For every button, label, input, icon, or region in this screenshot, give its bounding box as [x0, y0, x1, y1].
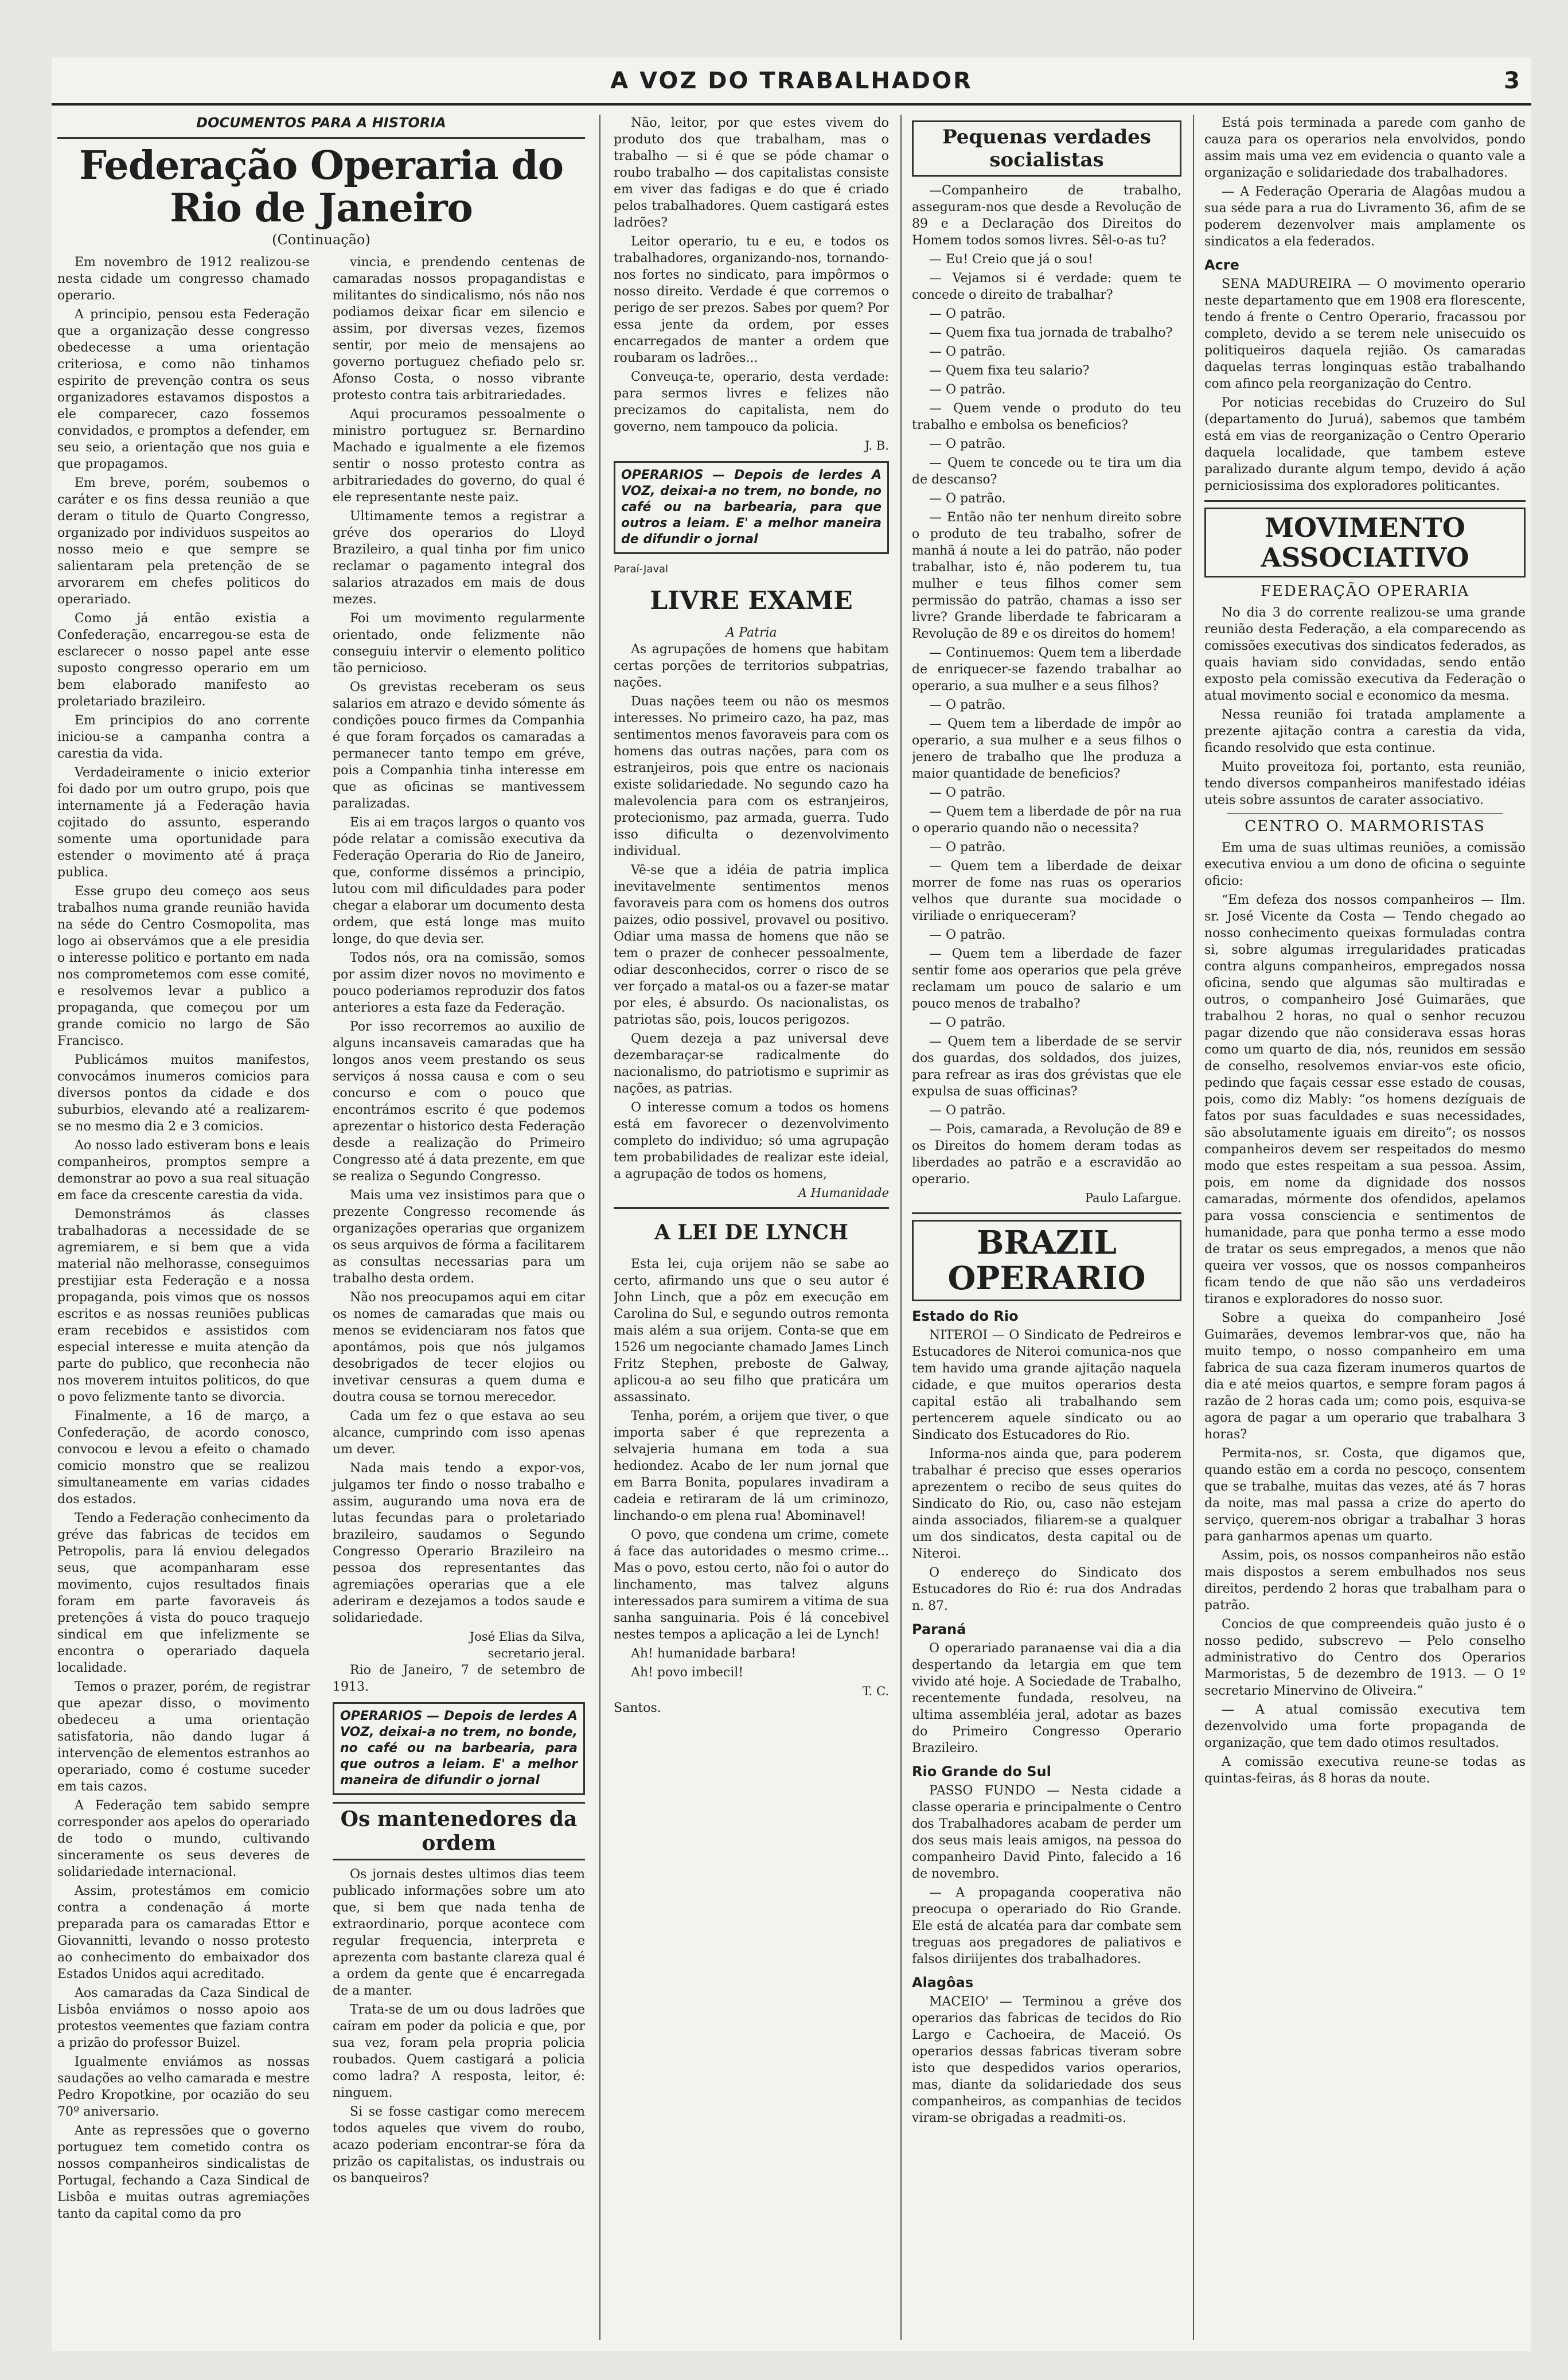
- paragraph: Ultimamente temos a registrar a gréve dos operarios do Lloyd Brazileiro, a qual tinha por fim unico reclamar o pagamento integral dos salarios atrazados em mais de dous mezes.: [333, 509, 585, 607]
- paragraph: Em principios do ano corrente iniciou-se a campanha contra a carestia da vida.: [57, 713, 310, 761]
- paragraph: Tenha, porém, a orijem que tiver, o que importa saber é que reprezenta a selvajeria humana em toda a sua hediondez. Acabo de ler num jornal que em Barra Bonita, populares invadiram a cadeia e retiraram de lá um criminozo, linchando-o em plena rua! Abominavel!: [614, 1409, 889, 1523]
- paragraph: — Quem tem a liberdade de pôr na rua o operario quando não o necessita?: [912, 805, 1181, 836]
- paragraph: — A propaganda cooperativa não preocupa o operariado do Rio Grande. Ele está de alcatéa para dar combate sem treguas aos pregadores de paliativos e falsos diriijentes dos trabalhadores.: [912, 1886, 1181, 1967]
- paragraph: Foi um movimento regularmente orientado, onde felizmente não conseguiu intervir o elemento politico tão pernicioso.: [333, 611, 585, 676]
- paragraph: Tendo a Federação conhecimento da gréve das fabricas de tecidos em Petropolis, para lá enviou delegados seus, que acompanharam esse movimento, cujos resultados finais foram em parte favoraveis ás pretenções á vista do pouco traquejo sindical em que infelizmente se encontra o operariado daquela localidade.: [57, 1511, 310, 1675]
- federacao-heading: FEDERAÇÃO OPERARIA: [1260, 583, 1470, 600]
- paragraph: Assim, protestámos em comicio contra a condenação á morte preparada para os camaradas Ettor e Giovannitti, levando o nosso protesto ao conhecimento do embaixador dos Estados Unidos aqui acreditado.: [57, 1884, 310, 1981]
- paragraph: NITEROI — O Sindicato de Pedreiros e Estucadores de Niteroi comunica-nos que tem havido uma grande ajitação naquela cidade, e que muitos operarios desta capital estão ali trabalhando sem pertencerem aquele sindicato ou ao Sindicato dos Estucadores do Rio.: [912, 1328, 1181, 1442]
- continuation-label: (Continuação): [272, 232, 370, 248]
- paragraph: — Quem tem a liberdade de fazer sentir fome aos operarios que pela gréve reclamam um pouco de salario e um pouco menos de trabalho?: [912, 947, 1181, 1011]
- paragraph: Aos camaradas da Caza Sindical de Lisbôa enviámos o nosso apoio aos protestos veementes que faziam contra a prizão do professor Buizel.: [57, 1986, 310, 2050]
- acre-heading: Acre: [1204, 257, 1239, 273]
- signature-name: José Elias da Silva,: [469, 1630, 585, 1644]
- paragraph: Duas nações teem ou não os mesmos interesses. No primeiro cazo, ha paz, mas sentimentos menos favoraveis para com os homens das outras nações, para com os estranjeiros, pois que entre os nacionais existe solidariedade. No segundo cazo ha malevolencia para com os estranjeiros, protecionismo, paz armada, guerra. Tudo isso dificulta o dezenvolvimento individual.: [614, 695, 889, 859]
- paragraph: Está pois terminada a parede com ganho de cauza para os operarios nela envolvidos, pondo assim mais uma vez em evidencia o quanto vale a organização e solidariedade dos trabalhadores.: [1204, 116, 1526, 180]
- paragraph: Em breve, porém, soubemos o caráter e os fins dessa reunião a que deram o titulo de Quarto Congresso, organizado por individuos suspeitos ao nosso meio e que sempre se salientaram pela pretenção de se arvorarem em chefes politicos do operariado.: [57, 476, 310, 607]
- paragraph: Como já então existia a Confederação, encarregou-se esta de esclarecer o nosso papel ante esse suposto congresso operario em um bem elaborado manifesto ao proletariado brazileiro.: [57, 611, 310, 709]
- paragraph: As agrupações de homens que habitam certas porções de territorios subpatrias, nações.: [614, 642, 889, 690]
- paragraph: — Quem te concede ou te tira um dia de descanso?: [912, 456, 1181, 487]
- region-heading: Estado do Rio: [912, 1308, 1019, 1324]
- paragraph: — O patrão.: [929, 786, 1006, 800]
- paragraph: Finalmente, a 16 de março, a Confederação, de acordo conosco, convocou e levou a efeito o chamado comicio monstro que se realizou simultaneamente em varias cidades dos estados.: [57, 1409, 310, 1507]
- paragraph: A Federação tem sabido sempre corresponder aos apelos do operariado de todo o mundo, cultivando sinceramente os seus deveres de solidariedade internacional.: [57, 1798, 310, 1879]
- paragraph: — Quem vende o produto do teu trabalho e embolsa os beneficios?: [912, 401, 1181, 432]
- headline-federacao: Federação Operaria do Rio de Janeiro: [79, 143, 564, 231]
- federacao-right-text: [333, 254, 585, 2189]
- paragraph: Esta lei, cuja orijem não se sabe ao certo, afirmando uns que o seu autor é John Linch, que a pôz em execução em Carolina do Sul, e segundo outros remonta mais além a sua orijem. Conta-se que em 1526 um negociante chamado James Linch Fritz Stephen, preboste de Galway, aplicou-a ao seu filho que praticára um assassinato.: [614, 1257, 889, 1404]
- paragraph: Ante as repressões que o governo portuguez tem cometido contra os nossos companheiros sindicalistas de Portugal, fechando a Caza Sindical de Lisbôa e muitas outras agremiações tanto da capital como da pro: [57, 2124, 310, 2221]
- distribute-notice-box-2: OPERARIOS — Depois de lerdes A VOZ, deixai-a no trem, no bonde, no café ou na barbearia, para que outros a leiam. E' a melhor maneira de difundir o jornal: [614, 461, 889, 554]
- paragraph: Não, leitor, por que estes vivem do produto dos que trabalham, mas o trabalho — si é que se póde chamar o roubo trabalho — dos capitalistas consiste em viver das fadigas e do que é criado pelos trabalhadores. Quem castigará estes ladrões?: [614, 116, 889, 230]
- paragraph: Trata-se de um ou dous ladrões que caíram em poder da policia e que, por sua vez, foram pela propria policia roubados. Quem castigará a policia como ladra? A resposta, leitor, é: ninguem.: [333, 2003, 585, 2100]
- paragraph: Ah! povo imbecil!: [631, 1665, 744, 1680]
- signature-role: secretario jeral.: [487, 1647, 585, 1660]
- paragraph: Demonstrámos ás classes trabalhadoras a necessidade de se agremiarem, e si bem que a vida material não melhorasse, conseguimos prestijiar esta Federação e a nossa propaganda, pois vimos que os nossos escritos e as nossas reuniões publicas eram recebidos e assistidos com especial interesse e muita atenção da parte do publico, que reconhecia não nos moverem intuitos politicos, do que o povo felizmente tanto se divorcia.: [57, 1207, 310, 1404]
- paragraph: Si se fosse castigar como merecem todos aqueles que vivem do roubo, acazo poderiam encontrar-se fóra da prizão os capitalistas, os industrais ou os banqueiros?: [333, 2105, 585, 2186]
- region-heading: Rio Grande do Sul: [912, 1763, 1051, 1780]
- livre-exame-source: A Humanidade: [798, 1186, 889, 1200]
- headline-mantenedores: Os mantenedores da ordem: [333, 1802, 585, 1860]
- paragraph: — O patrão.: [929, 840, 1006, 855]
- dateline: Rio de Janeiro, 7 de setembro de 1913.: [333, 1663, 585, 1694]
- paragraph: — Eu! Creio que já o sou!: [929, 252, 1093, 267]
- paragraph: Ah! humanidade barbara!: [631, 1647, 797, 1661]
- dialogue-lines: [912, 182, 1181, 1188]
- paragraph: — A Federação Operaria de Alagôas mudou a sua séde para a rua do Livramento 36, afim de se poderem dezenvolver mais amplamente os sindicatos a ela federados.: [1204, 185, 1526, 249]
- paragraph: Informa-nos ainda que, para poderem trabalhar é preciso que esses operarios aprezentem o recibo de seus quites do Sindicato do Rio, ou, caso não estejam ainda associados, filiarem-se a qualquer um dos sindicatos, desta capital ou de Niteroi.: [912, 1447, 1181, 1561]
- paragraph: PASSO FUNDO — Nesta cidade a classe operaria e principalmente o Centro dos Trabalhadores acabam de perder um dos seus mais leais amigos, na pessoa do companheiro David Pinto, falecido a 16 de novembro.: [912, 1784, 1181, 1881]
- paragraph: Temos o prazer, porém, de registrar que apezar disso, o movimento obedeceu a uma orientação satisfatoria, não dando lugar á intervenção de elementos estranhos ao operariado, como é costume suceder em tais cazos.: [57, 1680, 310, 1794]
- paragraph: Quem dezeja a paz universal deve dezembaraçar-se radicalmente do nacionalismo, do patriotismo e suprimir as nações, as patrias.: [614, 1032, 889, 1096]
- paragraph: Mais uma vez insistimos para que o prezente Congresso recomende ás organizações operarias que organizem os seus arquivos de fórma a facilitarem as consultas necessarias para um trabalho desta ordem.: [333, 1188, 585, 1286]
- paragraph: O povo, que condena um crime, comete á face das autoridades o mesmo crime... Mas o povo, estou certo, não foi o autor do linchamento, mas talvez alguns interessados para sumirem a vitima de sua sanha sanguinaria. Pois é lá concebivel nestes tempos a aplicação a lei de Lynch!: [614, 1528, 889, 1642]
- region-heading: Alagôas: [912, 1975, 974, 1991]
- headline-movimento-associativo: MOVIMENTO ASSOCIATIVO: [1204, 508, 1526, 578]
- column-verdades: [912, 115, 1181, 2340]
- paragraph: — Continuemos: Quem tem a liberdade de enriquecer-se fazendo trabalhar ao operario, a sua mulher e a seus filhos?: [912, 646, 1181, 693]
- divider: [912, 1212, 1181, 1214]
- paragraph: Não nos preocupamos aqui em citar os nomes de camaradas que mais ou menos se evidenciaram nos fatos que apontámos, pois que nós julgamos desobrigados de tecer elojios ou invetivar censuras a quem duma e doutra cousa se tornou merecedor.: [333, 1290, 585, 1404]
- paragraph: Publicámos muitos manifestos, convocámos inumeros comicios para diversos pontos da cidade e dos suburbios, elevando até a realizarem-se no mesmo dia 2 e 3 comicios.: [57, 1053, 310, 1134]
- paragraph: — O patrão.: [929, 307, 1006, 321]
- paragraph: — O patrão.: [929, 928, 1006, 942]
- paragraph: Permita-nos, sr. Costa, que digamos que, quando estão em a corda no pescoço, consentem que se trabalhe, muitas das vezes, até ás 7 horas da noite, mas mal passa a crize do aperto do serviço, querem-nos obrigar a trabalhar 3 horas para ganharmos apenas um quarto.: [1204, 1446, 1526, 1544]
- headline-verdades-socialistas: Pequenas verdades socialistas: [912, 120, 1181, 177]
- paragraph: O endereço do Sindicato dos Estucadores do Rio é: rua dos Andradas n. 87.: [912, 1566, 1181, 1613]
- paragraph: Os jornais destes ultimos dias teem publicado informações sobre um ato que, si bem que nada tenha de extraordinario, porque acontece com regular frequencia, interpreta e aprezenta com bastante clareza qual é a ordem da gente que é encarregada de a manter.: [333, 1867, 585, 1998]
- livre-exame-paragraphs: [614, 641, 889, 1183]
- acre-paragraphs: [1204, 276, 1526, 494]
- newspaper-title: A VOZ DO TRABALHADOR: [610, 68, 973, 94]
- column-rule: [900, 115, 902, 2340]
- paragraph: — Então não ter nenhum direito sobre o produto de teu trabalho, sofrer de manhã á noute a lei do patrão, não poder trabalhar, isto é, não poderem tu, tua mulher e teus filhos comer sem permissão do patrão, chamas a isso ser livre? Grande liberdade te fabricaram a Revolução de 89 e os direitos do homem!: [912, 510, 1181, 641]
- paragraph: Em novembro de 1912 realizou-se nesta cidade um congresso chamado operario.: [57, 255, 310, 303]
- paragraph: — Quem fixa tua jornada de trabalho?: [929, 326, 1173, 340]
- headline-livre-exame: LIVRE EXAME: [650, 586, 853, 615]
- divider: [614, 1207, 889, 1209]
- lynch-signature: T. C.: [862, 1684, 889, 1698]
- paragraph: Muito proveitoza foi, portanto, esta reunião, tendo diversos companheiros manifestado idéias uteis sobre assuntos de carater associativo.: [1204, 760, 1526, 807]
- divider: [57, 137, 585, 139]
- column-rule: [1193, 115, 1194, 2340]
- paragraph: Ao nosso lado estiveram bons e leais companheiros, promptos sempre a demonstrar ao povo a sua real situação em face da crescente carestia da vida.: [57, 1138, 310, 1203]
- paragraph: SENA MADUREIRA — O movimento operario neste departamento que em 1908 era florescente, tendo á frente o Centro Operario, fracassou por completo, devido a se terem nele unisecuido os politiqueiros daquela rejião. Os camaradas daquelas terras longinquas estão trabalhando com afinco pela reorganização do Centro.: [1204, 277, 1526, 391]
- marmoristas-heading: CENTRO O. MARMORISTAS: [1245, 818, 1485, 835]
- paragraph: — O patrão.: [929, 1103, 1006, 1118]
- alagoas-continuation: [1204, 115, 1526, 250]
- paragraph: Aqui procuramos pessoalmente o ministro portuguez sr. Bernardino Machado e igualmente a ele fizemos sentir o nosso protesto contra as arbitrariedades do governo, do qual é ele representante neste paiz.: [333, 407, 585, 505]
- paragraph: “Em defeza dos nossos companheiros — Ilm. sr. José Vicente da Costa — Tendo chegado ao nosso conhecimento queixas formuladas contra si, sobre algumas irregularidades praticadas contra alguns companheiros, empregados nossa oficina, sendo que algumas são multiradas e outros, o companheiro José Guimarães, que trabalhou 2 horas, no qual o senhor recuzou pagar dizendo que não considerava essas horas como um quarto de dia, nós, reunidos em sessão de conselho, resolvemos enviar-vos este oficio, pedindo que façais cessar esse estado de cousas, pois, como diz Mably: “os homens dezíguais de fatos por suas faculdades e suas necessidades, são absolutamente iguais em direito”; os nossos companheiros devem ser respeitados do mesmo modo que estes respeitam a sua pessoa. Assim, pois, em nome da dignidade dos nossos camaradas, mórmente dos ofendidos, apelamos para vossa consciencia e sentimentos de humanidade, para que ponha termo a esse modo de tratar os seus empregados, a menos que não queira ver vossos, que os nossos companheiros ficam tendo de que não são uns verdadeiros tiranos e exploradores do nosso suor.: [1204, 893, 1526, 1306]
- paragraph: — O patrão.: [929, 1016, 1006, 1030]
- paragraph: Nessa reunião foi tratada amplamente a prezente ajitação contra a carestia da vida, ficando resolvido que esta continue.: [1204, 708, 1526, 755]
- paragraph: Por isso recorremos ao auxilio de alguns incansaveis camaradas que ha longos anos veem prestando os seus serviços á nossa causa e com o seu concurso e com o pouco que encontrámos escrito é que podemos aprezentar o historico desta Federação desde a realização do Primeiro Congresso até á data prezente, em que se realiza o Segundo Congresso.: [333, 1020, 585, 1184]
- paragraph: — O patrão.: [929, 383, 1006, 397]
- paragraph: Conveuça-te, operario, desta verdade: para sermos livres e felizes não precizamos do capitalista, nem do governo, nem tampouco da policia.: [614, 370, 889, 434]
- paragraph: Leitor operario, tu e eu, e todos os trabalhadores, organizando-nos, tornando-nos fortes no sindicato, para impôrmos o nosso direito. Verdade é que corremos o perigo de ser prezos. Sabes por quem? Por essa jente da ordem, por esses encarregados de manter a ordem que roubaram os ladrões...: [614, 235, 889, 365]
- paragraph: — O patrão.: [929, 491, 1006, 506]
- paragraph: — Quem tem a liberdade de se servir dos guardas, dos soldados, dos juizes, para refrear as iras dos grévistas que ele expulsa de suas officinas?: [912, 1035, 1181, 1099]
- marmoristas-paragraphs: [1204, 840, 1526, 1787]
- paragraph: Em uma de suas ultimas reuniões, a comissão executiva enviou a um dono de oficina o seguinte oficio:: [1204, 841, 1526, 888]
- paragraph: — Pois, camarada, a Revolução de 89 e os Direitos do homem deram todas as liberdades ao patrão e a escravidão ao operario.: [912, 1122, 1181, 1187]
- column-federacao: [57, 115, 585, 2340]
- paragraph: Verdadeiramente o inicio exterior foi dado por um outro grupo, pois que internamente já a Federação havia cojitado do assunto, esperando somente uma oportunidade para estender o movimento até á praça publica.: [57, 766, 310, 880]
- paragraph: — Vejamos si é verdade: quem te concede o direito de trabalhar?: [912, 271, 1181, 302]
- paragraph: — A atual comissão executiva tem dezenvolvido uma forte propaganda de organização, que tem dado otimos resultados.: [1204, 1703, 1526, 1750]
- author-signature: Paulo Lafargue.: [1085, 1191, 1181, 1205]
- lynch-paragraphs: [614, 1256, 889, 1681]
- paragraph: Sobre a queixa do companheiro José Guimarães, devemos lembrar-vos que, não ha muito tempo, o nosso companheiro em uma fabrica de sua caza fizeram inumeros quartos de dia e até meios quartos, e sempre foram pagos á razão de 2 horas cada um; como pois, esquiva-se agora de pagar a um operario que trabalhara 3 horas?: [1204, 1311, 1526, 1442]
- paragraph: Vê-se que a idéia de patria implica inevitavelmente sentimentos menos favoraveis para com os homens dos outros paizes, odio possivel, provavel ou positivo. Odiar uma massa de homens que não se tem o prazer de conhecer pessoalmente, odiar desconhecidos, correr o risco de se ver forçado a matal-os ou a fazer-se matar por eles, é absurdo. Os nacionalistas, os patriotas são, pois, loucos perigozos.: [614, 863, 889, 1027]
- federacao-right-paragraphs: [333, 254, 585, 1626]
- mantenedores-paragraphs: [333, 1866, 585, 2187]
- headline-brazil-operario: BRAZIL OPERARIO: [912, 1220, 1181, 1301]
- paragraph: O interesse comum a todos os homens está em favorecer o dezenvolvimento completo do individuo; só uma agrupação tem probabilidades de realizar este ideial, a agrupação de todos os homens,: [614, 1101, 889, 1181]
- paragraph: No dia 3 do corrente realizou-se uma grande reunião desta Federação, a ela comparecendo as comissões executivas dos sindicatos federados, as quais haviam sido convidadas, sendo então exposto pela comissão executiva da Federação o atual movimento social e economico da mesma.: [1204, 606, 1526, 703]
- column-rule: [599, 115, 600, 2340]
- lynch-place: Santos.: [614, 1701, 661, 1715]
- paragraph: — O patrão.: [929, 437, 1006, 451]
- paragraph: MACEIO' — Terminou a gréve dos operarios das fabricas de tecidos do Rio Largo e Cachoeira, de Maceió. Os operarios dessas fabricas tiveram sobre isto que despedidos varios operarios, mas, diante da solidariedade dos seus companheiros, as companhias de tecidos viram-se obrigadas a readmiti-os.: [912, 1995, 1181, 2125]
- brazil-operario-sections: [912, 1308, 1181, 2127]
- paragraph: Os grevistas receberam os seus salarios em atrazo e devido sómente ás condições pouco firmes da Companhia é que foram forçados os camaradas a permanecer tanto tempo em gréve, pois a Companhia tinha interesse em que as oficinas se mantivessem paralizadas.: [333, 680, 585, 811]
- newspaper-page: [52, 57, 1531, 2351]
- page-number: 3: [1504, 68, 1520, 94]
- paragraph: Eis ai em traços largos o quanto vos póde relatar a comissão executiva da Federação Operaria do Rio de Janeiro, que, conforme dissémos a principio, lutou com mil dificuldades para poder chegar a elaborar um documento desta ordem, que está longe mas muito longe, do que devia ser.: [333, 816, 585, 946]
- paragraph: — Quem tem a liberdade de impôr ao operario, a sua mulher e a seus filhos o jenero de trabalho que lhe produza a maior quantidade de beneficios?: [912, 717, 1181, 781]
- column-livre-exame: [614, 115, 889, 2340]
- paragraph: vincia, e prendendo centenas de camaradas nossos propagandistas e militantes do sindicalismo, nós não nos podiamos deixar ficar em silencio e assim, por diversas vezes, fizemos sentir, por meio de mensajens ao governo portuguez chefiado pelo sr. Afonso Costa, o nosso vibrante protesto contra tais arbitrariedades.: [333, 255, 585, 403]
- divider: [1204, 500, 1526, 502]
- paragraph: —Companheiro de trabalho, asseguram-nos que desde a Revolução de 89 e a Declaração dos Direitos do Homem todos somos livres. Sêl-o-as tu?: [912, 184, 1181, 248]
- paragraph: Concios de que compreendeis quão justo é o nosso pedido, subscrevo — Pelo conselho administrativo do Centro dos Operarios Marmoristas, 5 de dezembro de 1913. — O 1º secretario Minervino de Oliveira.”: [1204, 1617, 1526, 1698]
- paragraph: — Quem tem a liberdade de deixar morrer de fome nas ruas os operarios velhos que durante sua mocidade o viriliade o enriqueceram?: [912, 859, 1181, 923]
- region-heading: Paraná: [912, 1621, 966, 1637]
- masthead: [52, 63, 1531, 106]
- federacao-paragraphs: [1204, 604, 1526, 809]
- paragraph: A comissão executiva reune-se todas as quintas-feiras, ás 8 horas da noute.: [1204, 1755, 1526, 1786]
- paragraph: Por noticias recebidas do Cruzeiro do Sul (departamento do Juruá), sabemos que também está em vias de reorganização o Centro Operario daquela localidade, que tambem esteve paralizado durante algum tempo, devido á ação perniciosissima dos exploradores politicantes.: [1204, 396, 1526, 493]
- column-movimento: [1204, 115, 1526, 2340]
- paragraph: O operariado paranaense vai dia a dia despertando da letargia em que tem vivido até hoje. A Sociedade de Trabalho, recentemente fundada, resolveu, na ultima assembléia jeral, adotar as bazes do Primeiro Congresso Operario Brazileiro.: [912, 1641, 1181, 1755]
- distribute-notice-box: OPERARIOS — Depois de lerdes A VOZ, deixai-a no trem, no bonde, no café ou na barbearia, para que outros a leiam. E' a melhor maneira de difundir o jornal: [333, 1702, 585, 1795]
- paragraph: Esse grupo deu começo aos seus trabalhos numa grande reunião havida na séde do Centro Cosmopolita, mas logo ai observámos que a ele presidia o interesse politico e portanto em nada nos comprometemos com esse comité, e resolvemos levar a publico a propaganda, que começou por um grande comicio no largo de São Francisco.: [57, 884, 310, 1048]
- paragraph: A principio, pensou esta Federação que a organização desse congresso obedecesse a uma orientação criteriosa, e como não tinhamos espirito de prevenção contra os seus organizadores estavamos dispostos a ele comparecer, cazo fossemos convidados, e promptos a defender, em seu seio, a orientação que nos guia e que propagamos.: [57, 307, 310, 471]
- paragraph: Igualmente enviámos as nossas saudações ao velho camarada e mestre Pedro Kropotkine, por ocazião do seu 70º aniversario.: [57, 2055, 310, 2119]
- paragraph: Cada um fez o que estava ao seu alcance, cumprindo com isso apenas um dever.: [333, 1409, 585, 1457]
- subtitle-patria: A Patria: [726, 626, 777, 640]
- paragraph: — Quem fixa teu salario?: [929, 364, 1090, 378]
- article-signature: J. B.: [864, 439, 889, 452]
- headline-lei-lynch: A LEI DE LYNCH: [654, 1220, 849, 1244]
- federacao-left-text: [57, 254, 310, 2225]
- section-kicker: DOCUMENTOS PARA A HISTORIA: [196, 115, 446, 131]
- paragraph: Nada mais tendo a expor-vos, julgamos ter findo o nosso trabalho e assim, augurando uma nova era de lutas fecundas para o proletariado brazileiro, saudamos o Segundo Congresso Operario Brazileiro na pessoa dos representantes das agremiações operarias que a ele aderiram e dezejamos a todos saude e solidariedade.: [333, 1461, 585, 1625]
- paragraph: — O patrão.: [929, 345, 1006, 359]
- paragraph: Todos nós, ora na comissão, somos por assim dizer novos no movimento e pouco poderiamos reproduzir dos fatos anteriores a esta faze da Federação.: [333, 951, 585, 1015]
- ladroes-paragraphs: [614, 115, 889, 435]
- dateline-place: Paraí-Javal: [614, 563, 669, 575]
- divider: [1227, 813, 1503, 814]
- paragraph: — O patrão.: [929, 698, 1006, 712]
- paragraph: Assim, pois, os nossos companheiros não estão mais dispostos a serem embulhados nos seus direitos, perdendo 2 horas que trabalham para o patrão.: [1204, 1548, 1526, 1613]
